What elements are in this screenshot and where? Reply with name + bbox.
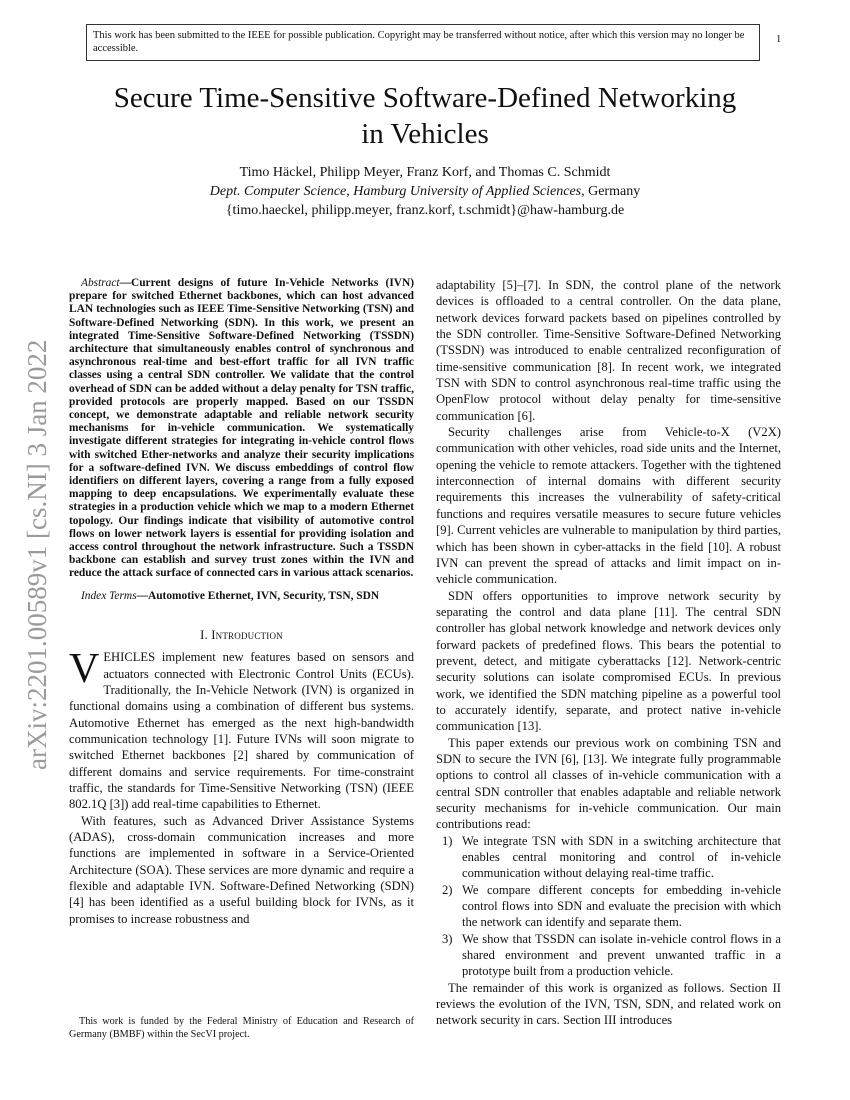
list-item-number: 3) [442,931,453,946]
paragraph-continued: adaptability [5]–[7]. In SDN, the control plane of the network devices is offloaded to a central controller. On the data plane, network devices forward packets based on pipelines controlled by the SDN controller. Time-Sensitive Software-Defined Networking (TSSDN) was introduced to enable centralized reconfiguration of time-sensitive communication [8]. In recent work, we integrated TSN with SDN to control asynchronous real-time traffic using the OpenFlow protocol without delay penalty for time-sensitive communication [6]. [436,278,781,423]
funding-footnote: This work is funded by the Federal Ministry of Education and Research of Germany (BMBF) within the SecVI project. [69,1016,414,1040]
affiliation-country: , Germany [581,184,641,199]
section-title: Introduction [211,627,283,642]
paragraph-security: Security challenges arise from Vehicle-to-X (V2X) communication with other vehicles, road side units and the Internet, opening the vehicle to remote attackers. Together with the tightened interconnection of internal domains with different security requirements this increases the vulnerability of safety-critical functions and requires versatile measures to secure future vehicles [9]. Current vehicles are vulnerable to manipulation by third parties, which has been shown in cyber-attacks in the field [10]. A robust IVN can prevent the spread of attacks and limit impact on in-vehicle communication. [436,425,781,587]
list-item-text: We show that TSSDN can isolate in-vehicle control flows in a shared environment and prevent unwanted traffic in a prototype built from a production vehicle. [462,931,781,979]
list-item [436,931,781,980]
left-column [69,277,414,927]
right-column [436,277,781,1029]
paragraph-contributions-intro: This paper extends our previous work on combining TSN and SDN to secure the IVN [6], [13]. We integrate fully programmable options to control all classes of in-vehicle communication with a central SDN controller that enables adaptable and reliable network security mechanisms for in-vehicle communication. Our main contributions read: [436,735,781,832]
intro-paragraph-1-text: implement new features based on sensors and actuators connected with Electronic Control Units (ECUs). Traditionally, the In-Vehicle Network (IVN) is organized in functional domains using a combination of different bus systems. Automotive Ethernet has emerged as the next high-bandwidth communication technology [1]. Future IVNs will soon migrate to switched Ethernet backbones [2] shared by communication of different domains and service requirements. For time-constraint traffic, the standards for Time-Sensitive Networking (TSN) (IEEE 802.1Q [3]) add real-time capabilities to Ethernet. [69,650,414,812]
affiliation-university: Hamburg University of Applied Sciences [353,184,582,199]
author-list: Timo Häckel, Philipp Meyer, Franz Korf, and Thomas C. Schmidt [239,165,611,180]
affiliation-dept: Dept. Computer Science [209,184,347,199]
abstract-label: Abstract [81,277,120,289]
list-item [436,833,781,882]
submission-notice: This work has been submitted to the IEEE for possible publication. Copyright may be transferred without notice, after which this version may no longer be accessible. [86,24,760,61]
section-number: I. [200,627,208,642]
section-heading-introduction [69,627,414,643]
affiliation: Dept. Computer Science, Hamburg University of Applied Sciences, Germany [209,184,641,199]
index-terms [69,590,414,603]
index-terms-label: Index Terms [81,589,137,602]
page-number: 1 [776,34,782,45]
intro-first-word: EHICLES [103,650,156,665]
index-terms-text: —Automotive Ethernet, IVN, Security, TSN, SDN [136,589,380,602]
list-item-text: We compare different concepts for embedding in-vehicle control flows into SDN and evaluate the precision with which the network can identify and separate them. [462,882,781,930]
list-item-number: 2) [442,882,453,897]
list-item-text: We integrate TSN with SDN in a switching architecture that enables central monitoring and control of in-vehicle communication without delaying real-time traffic. [462,833,781,881]
intro-paragraph-1 [69,646,414,812]
list-item-number: 1) [442,833,453,848]
contributions-list [436,833,781,980]
abstract-text: —Current designs of future In-Vehicle Networks (IVN) prepare for switched Ethernet backbones, which can host advanced LAN technologies such as IEEE Time-Sensitive Networking (TSN) and Software-Defined Networking (SDN). In this work, we present an integrated Time-Sensitive Software-Defined Networking (TSSDN) architecture that simultaneously enables control of synchronous and asynchronous real-time and best-effort traffic for all IVN traffic classes using a central SDN controller. We validate that the control overhead of SDN can be added without a delay penalty for TSN traffic, provided protocols are properly mapped. Based on our TSSDN concept, we demonstrate adaptable and reliable network security mechanisms for in-vehicle communication. We systematically investigate different strategies for integrating in-vehicle control flows with switched Ether-networks and analyze their security implications for a software-defined IVN. We discuss embeddings of control flow identifiers on different layers, covering a range from a fully exposed mapping to deep encapsulations. We experimentally evaluate these strategies in a production vehicle which we map to a modern Ethernet topology. Our findings indicate that visibility of automotive control flows on lower network layers is essential for providing isolation and access control throughout the network infrastructure. Such a TSSDN backbone can establish and survey trust zones within the IVN and reduce the attack surface of connected cars in various attack scenarios. [69,277,414,580]
paragraph-sdn: SDN offers opportunities to improve network security by separating the control and data plane [11]. The central SDN controller has global network knowledge and network devices only forward packets of predefined flows. This bears the potential to prevent, detect, and mitigate cyberattacks [12]. Network-centric security solutions can isolate compromised ECUs. In previous work, we identified the SDN matching pipeline as a powerful tool to accurately identify, separate, and protect native in-vehicle communication [13]. [436,588,781,734]
author-emails: {timo.haeckel, philipp.meyer, franz.korf, t.schmidt}@haw-hamburg.de [225,203,625,218]
abstract [69,277,414,581]
arxiv-stamp: arXiv:2201.00589v1 [cs.NI] 3 Jan 2022 [22,339,52,770]
paper-title: Secure Time-Sensitive Software-Defined Networking in Vehicles [113,82,737,150]
intro-paragraph-2: With features, such as Advanced Driver Assistance Systems (ADAS), cross-domain communication increases and more functions are implemented in software in a Service-Oriented Architecture (SOA). These services are more dynamic and require a flexible and adaptable IVN. Software-Defined Networking (SDN) [4] has been identified as a useful building block for IVNs, as it promises to increase robustness and [69,813,414,926]
list-item [436,882,781,931]
paragraph-remainder: The remainder of this work is organized as follows. Section II reviews the evolution of the IVN, TSN, SDN, and related work on network security in cars. Section III introduces [436,980,781,1028]
drop-cap: V [69,646,100,693]
